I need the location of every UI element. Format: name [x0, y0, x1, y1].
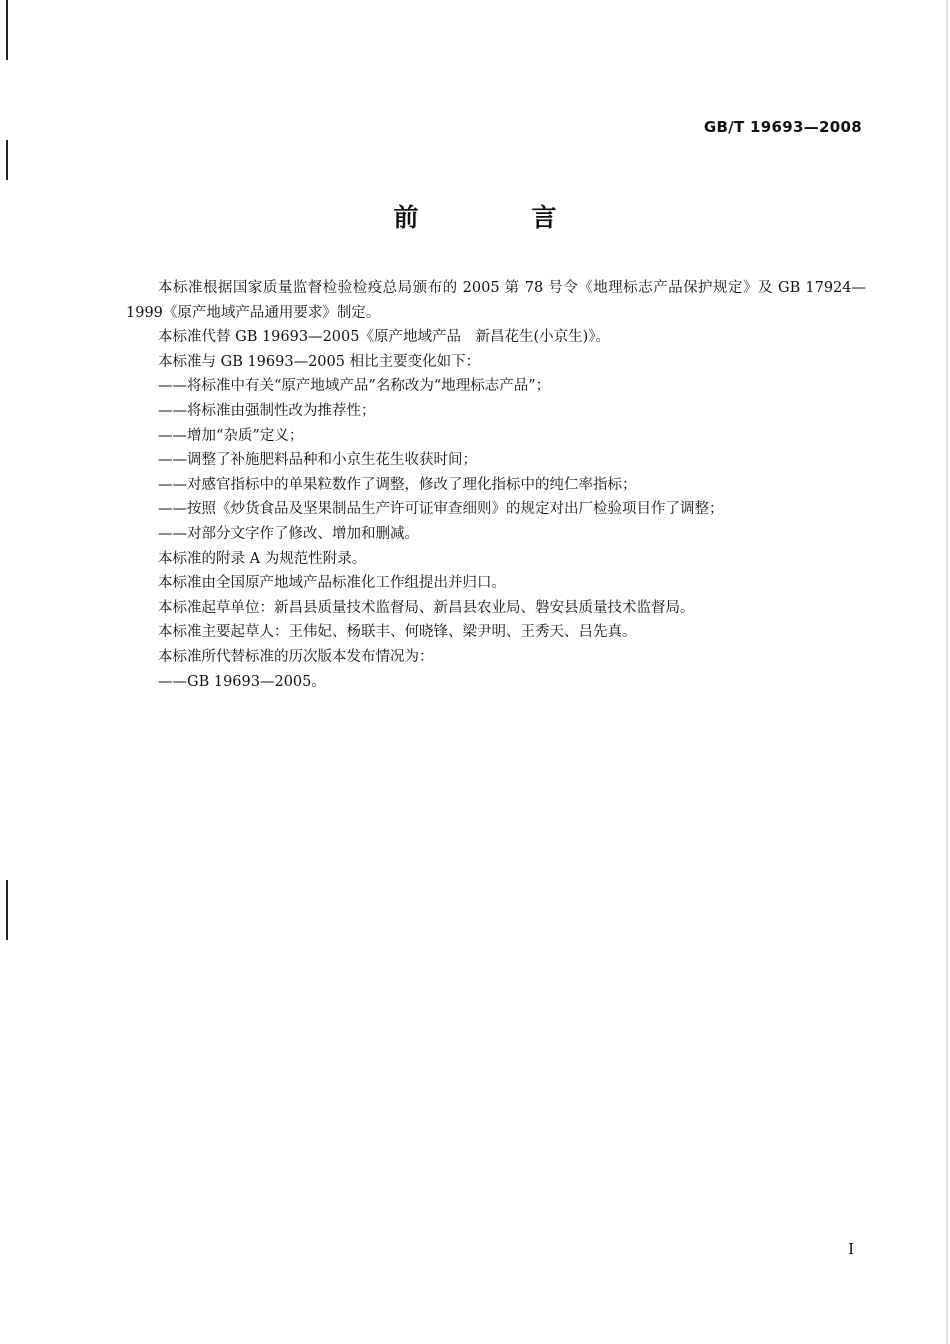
paragraph-drafting-units: 本标准起草单位：新昌县质量技术监督局、新昌县农业局、磐安县质量技术监督局。	[158, 599, 695, 616]
paragraph-annex: 本标准的附录 A 为规范性附录。	[158, 550, 367, 567]
page-title: 前 言	[393, 203, 601, 232]
paragraph-replaces: 本标准代替 GB 19693—2005《原产地域产品 新昌花生(小京生)》。	[158, 329, 611, 346]
paragraph-proposer: 本标准由全国原产地域产品标准化工作组提出并归口。	[158, 575, 506, 592]
change-item: ——对部分文字作了修改、增加和删减。	[158, 525, 419, 542]
change-item: ——将标准中有关“原产地域产品”名称改为“地理标志产品”；	[158, 378, 551, 395]
paragraph-drafters: 本标准主要起草人：王伟妃、杨联丰、何晓锋、梁尹明、王秀天、吕先真。	[158, 624, 637, 641]
change-item: ——对感官指标中的单果粒数作了调整，修改了理化指标中的纯仁率指标；	[158, 476, 637, 493]
paragraph-changes-intro: 本标准与 GB 19693—2005 相比主要变化如下：	[158, 353, 481, 370]
scan-edge-mark	[6, 0, 8, 60]
standard-code: GB/T 19693—2008	[703, 118, 862, 136]
change-item: ——增加“杂质”定义；	[158, 427, 304, 444]
paragraph-history-intro: 本标准所代替标准的历次版本发布情况为：	[158, 648, 434, 665]
scan-edge-mark	[6, 140, 8, 180]
document-body	[126, 276, 866, 694]
paragraph-basis: 本标准根据国家质量监督检验检疫总局颁布的 2005 第 78 号令《地理标志产品保护规定》及 GB 17924—1999《原产地域产品通用要求》制定。	[126, 280, 866, 321]
change-item: ——将标准由强制性改为推荐性；	[158, 402, 376, 419]
page-number: I	[848, 1240, 854, 1258]
scan-edge-mark	[6, 880, 8, 940]
history-item: ——GB 19693—2005。	[158, 673, 326, 690]
change-item: ——调整了补施肥料品种和小京生花生收获时间；	[158, 452, 477, 469]
change-item: ——按照《炒货食品及坚果制品生产许可证审查细则》的规定对出厂检验项目作了调整；	[158, 501, 724, 518]
